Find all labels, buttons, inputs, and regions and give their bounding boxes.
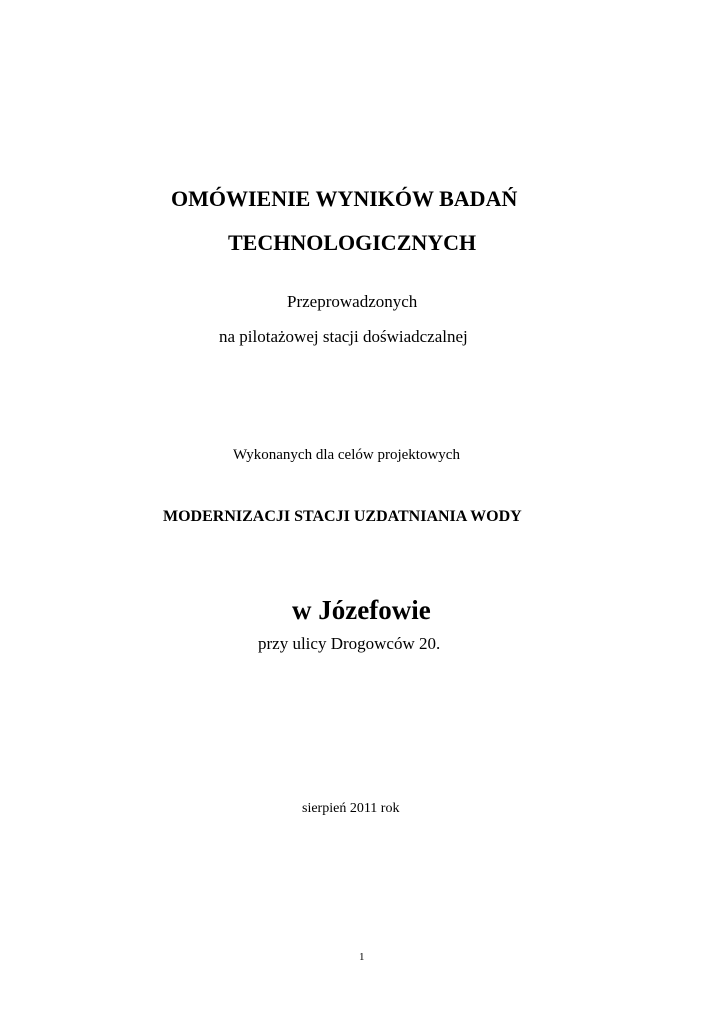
purpose-text: Wykonanych dla celów projektowych <box>233 447 460 463</box>
date-text: sierpień 2011 rok <box>302 801 400 816</box>
title-line-1: OMÓWIENIE WYNIKÓW BADAŃ <box>171 186 518 211</box>
subtitle-line-1: Przeprowadzonych <box>287 292 418 311</box>
page-number: 1 <box>359 951 365 963</box>
address-text: przy ulicy Drogowców 20. <box>258 634 441 653</box>
title-line-2: TECHNOLOGICZNYCH <box>228 230 477 255</box>
subtitle-line-2: na pilotażowej stacji doświadczalnej <box>219 327 468 346</box>
place-heading: w Józefowie <box>292 595 431 625</box>
project-title: MODERNIZACJI STACJI UZDATNIANIA WODY <box>163 508 522 525</box>
